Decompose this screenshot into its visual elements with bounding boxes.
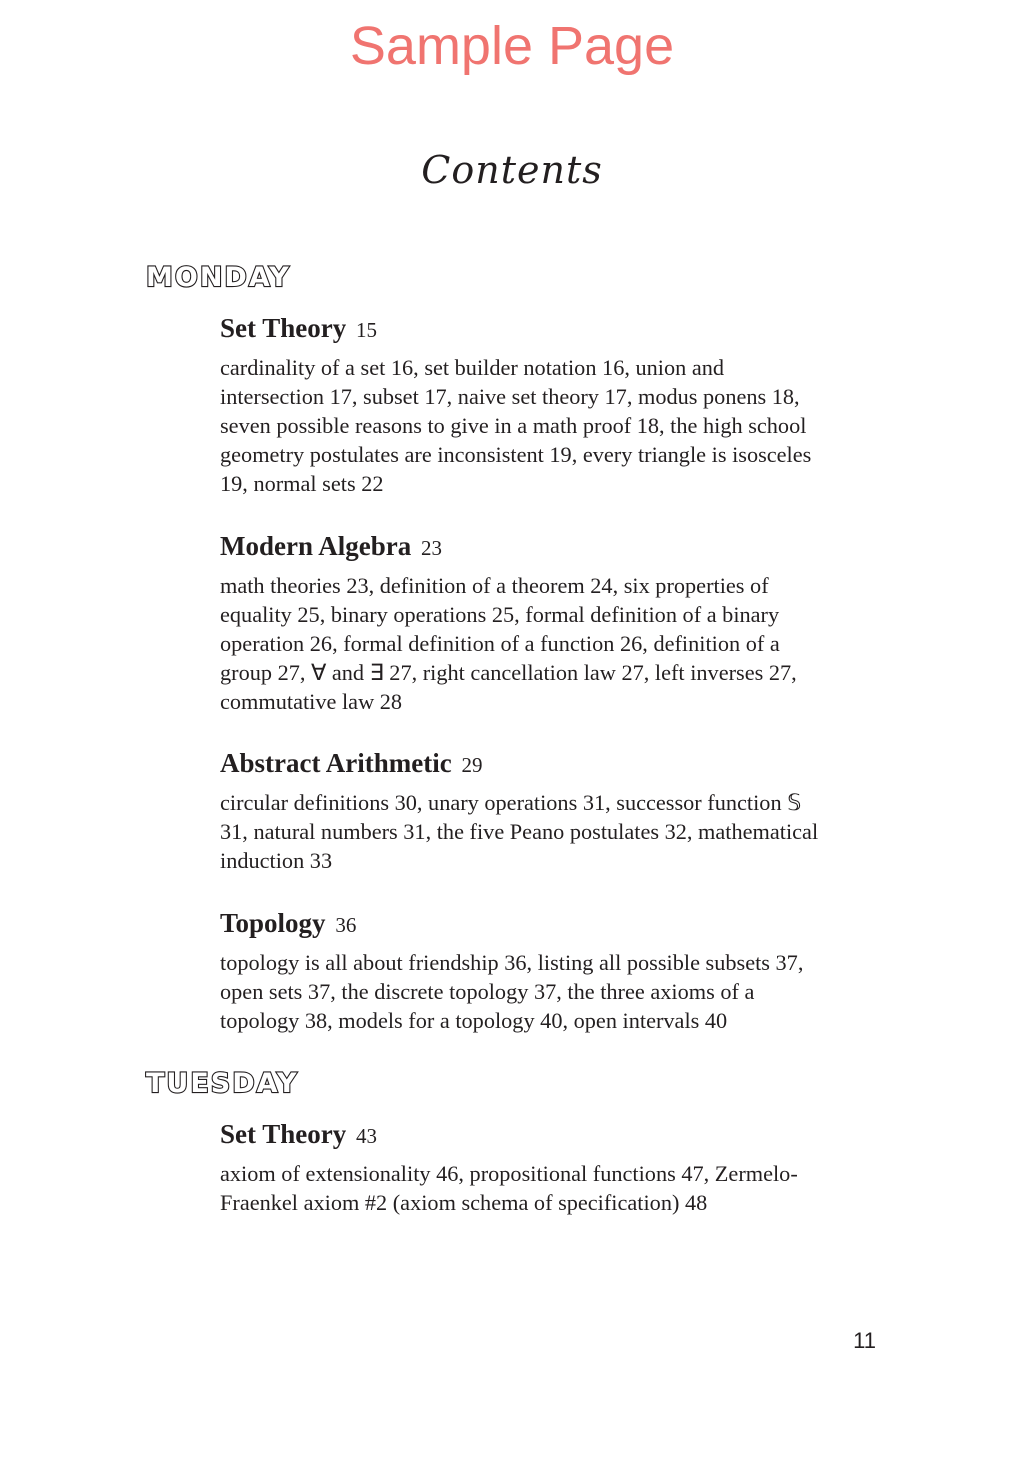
topic-line: equality 25, binary operations 25, formal definition of a binary: [220, 602, 780, 627]
toc-section-set-theory-monday: [220, 311, 880, 498]
section-title: Set Theory: [220, 1119, 347, 1149]
topic-line: geometry postulates are inconsistent 19, every triangle is isosceles: [220, 442, 812, 467]
topic-line: 19, normal sets 22: [220, 471, 384, 496]
topic-line: intersection 17, subset 17, naive set theory 17, modus ponens 18,: [220, 384, 800, 409]
sample-page-watermark: Sample Page: [349, 16, 675, 76]
section-title: Modern Algebra: [220, 531, 412, 561]
topic-line: group 27, ∀ and ∃ 27, right cancellation law 27, left inverses 27,: [220, 660, 797, 685]
section-page-number: 36: [335, 913, 357, 937]
topic-line: commutative law 28: [220, 689, 403, 714]
topic-line: operation 26, formal definition of a function 26, definition of a: [220, 631, 780, 656]
section-heading: [220, 529, 880, 565]
topic-line: seven possible reasons to give in a math proof 18, the high school: [220, 413, 807, 438]
toc-section-set-theory-tuesday: [220, 1117, 880, 1217]
day-heading-monday: MONDAY: [146, 262, 291, 293]
contents-heading: Contents: [421, 148, 603, 192]
section-title: Abstract Arithmetic: [220, 748, 452, 778]
toc-section-abstract-arithmetic: [220, 746, 880, 875]
section-heading: [220, 1117, 880, 1153]
topic-line: open sets 37, the discrete topology 37, the three axioms of a: [220, 979, 755, 1004]
topic-line: axiom of extensionality 46, propositional functions 47, Zermelo-: [220, 1161, 798, 1186]
section-heading: [220, 311, 880, 347]
topic-line: induction 33: [220, 848, 333, 873]
toc-section-topology: [220, 906, 880, 1035]
topic-line: topology 38, models for a topology 40, open intervals 40: [220, 1008, 728, 1033]
section-topics: [220, 571, 880, 716]
section-title: Topology: [220, 908, 326, 938]
topic-line: 31, natural numbers 31, the five Peano postulates 32, mathematical: [220, 819, 819, 844]
section-topics: [220, 1159, 880, 1217]
section-heading: [220, 906, 880, 942]
page-number: 11: [853, 1328, 876, 1353]
section-topics: [220, 788, 880, 875]
toc-section-modern-algebra: [220, 529, 880, 716]
section-page-number: 29: [461, 753, 483, 777]
section-heading: [220, 746, 880, 782]
section-title: Set Theory: [220, 313, 347, 343]
topic-line: circular definitions 30, unary operations 31, successor function 𝕊: [220, 790, 802, 815]
section-page-number: 43: [356, 1124, 377, 1148]
section-topics: [220, 353, 880, 498]
topic-line: math theories 23, definition of a theorem 24, six properties of: [220, 573, 769, 598]
section-page-number: 23: [420, 536, 442, 560]
topic-line: topology is all about friendship 36, listing all possible subsets 37,: [220, 950, 804, 975]
section-topics: [220, 948, 880, 1035]
topic-line: cardinality of a set 16, set builder notation 16, union and: [220, 355, 725, 380]
topic-line: Fraenkel axiom #2 (axiom schema of specification) 48: [220, 1190, 708, 1215]
section-page-number: 15: [356, 318, 377, 342]
day-heading-tuesday: TUESDAY: [146, 1068, 299, 1099]
